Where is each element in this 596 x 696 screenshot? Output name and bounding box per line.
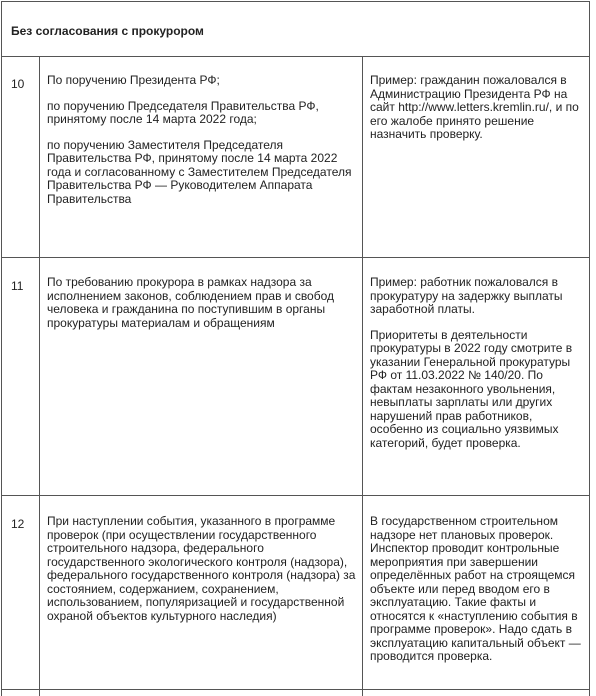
table-divider bbox=[1, 689, 590, 690]
row-grounds bbox=[47, 74, 353, 218]
table-header: Без согласования с прокурором bbox=[11, 24, 204, 38]
grounds-paragraph: По требованию прокурора в рамках надзора за исполнением законов, соблюдением прав и свобод человека и гражданина по поступившим в органы прокуратуры материалам и обращениям bbox=[47, 275, 335, 330]
row-number: 11 bbox=[11, 279, 24, 293]
notes-paragraph: Пример: гражданин пожаловался в Администрацию Президента РФ на сайт http://www.letters.kremlin.ru/, и по его жалобе принято решение назначить проверку. bbox=[370, 73, 579, 141]
row-number: 10 bbox=[11, 77, 25, 91]
table-border-right bbox=[589, 1, 590, 696]
grounds-paragraph: по поручению Председателя Правительства РФ, принятому после 14 марта 2022 года; bbox=[47, 98, 319, 126]
notes-paragraph: Пример: работник пожаловался в прокуратуру на задержку выплаты заработной платы. bbox=[370, 275, 563, 316]
table-divider bbox=[1, 56, 590, 57]
grounds-paragraph: По поручению Президента РФ; bbox=[47, 73, 220, 87]
table-border-top bbox=[1, 1, 590, 2]
row-notes bbox=[370, 74, 584, 154]
table-border-left bbox=[1, 1, 2, 696]
table-divider bbox=[1, 257, 590, 258]
notes-paragraph: В государственном строительном надзоре нет плановых проверок. Инспектор проводит контрольные мероприятия при завершении определённых работ на строящемся объекте или перед вводом его в эксплуатацию. Такие факты и относятся к «наступлению события в программе проверок». Надо сдать в эксплуатацию капитальный объект — проводится проверка. bbox=[370, 514, 581, 663]
row-grounds bbox=[47, 515, 357, 635]
row-notes bbox=[370, 515, 582, 676]
row-notes bbox=[370, 276, 576, 462]
grounds-paragraph: по поручению Заместителя Председателя Правительства РФ, принятому после 14 марта 2022 года и согласованному с Заместителем Председателя Правительства РФ — Руководителем Аппарата Правительства bbox=[47, 137, 352, 206]
column-divider bbox=[362, 56, 363, 696]
row-grounds bbox=[47, 276, 353, 342]
notes-paragraph: Приоритеты в деятельности прокуратуры в 2022 году смотрите в указании Генеральной прокуратуры РФ от 11.03.2022 № 140/20. По фактам незаконного увольнения, невыплаты зарплаты или других нарушений прав работников, особенно из социально уязвимых категорий, будет проверка. bbox=[370, 327, 573, 450]
grounds-paragraph: При наступлении события, указанного в программе проверок (при осуществлении государственного строительного надзора, федерального государственного экологического контроля (надзора), федерального государственного контроля (надзора) за состоянием, содержанием, сохранением, использованием, популяризацией и государственной охраной объектов культурного наследия) bbox=[47, 514, 356, 623]
row-number: 12 bbox=[11, 517, 25, 531]
table-divider bbox=[1, 495, 590, 496]
column-divider bbox=[39, 56, 40, 696]
